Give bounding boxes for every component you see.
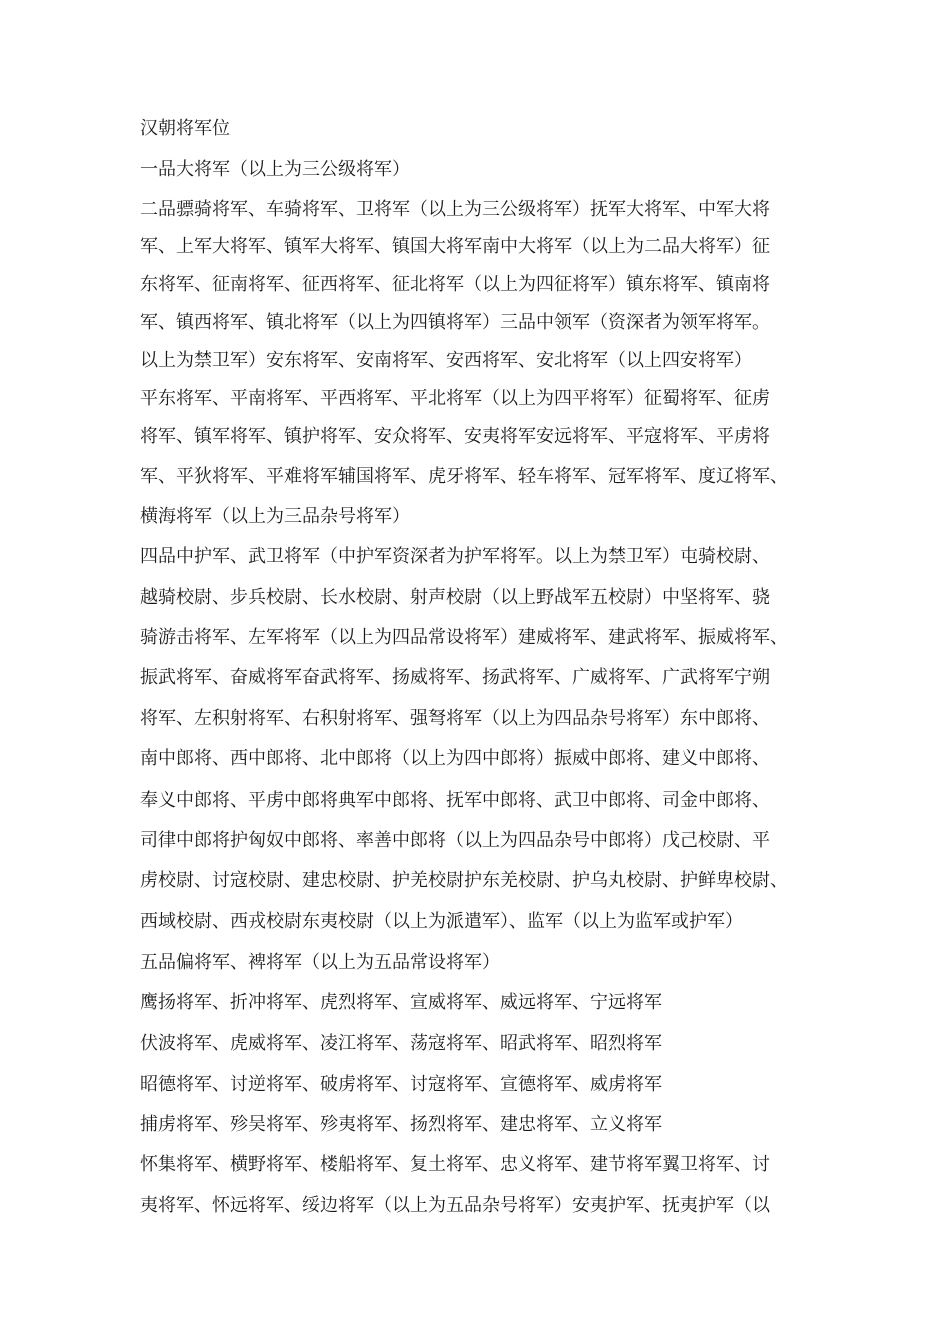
text-line: 振武将军、奋威将军奋武将军、扬威将军、扬武将军、广威将军、广武将军宁朔	[140, 667, 770, 688]
text-line: 以上为禁卫军）安东将军、安南将军、安西将军、安北将军（以上四安将军）	[140, 350, 752, 371]
text-line: 东将军、征南将军、征西将军、征北将军（以上为四征将军）镇东将军、镇南将	[140, 274, 770, 295]
text-line: 越骑校尉、步兵校尉、长水校尉、射声校尉（以上野战军五校尉）中坚将军、骁	[140, 587, 770, 608]
text-line: 军、镇西将军、镇北将军（以上为四镇将军）三品中领军（资深者为领军将军。	[140, 312, 770, 333]
text-line: 南中郎将、西中郎将、北中郎将（以上为四中郎将）振威中郎将、建义中郎将、	[140, 748, 770, 769]
document-title: 汉朝将军位	[140, 118, 230, 139]
text-line: 将军、左积射将军、右积射将军、强弩将军（以上为四品杂号将军）东中郎将、	[140, 708, 770, 729]
text-line: 将军、镇军将军、镇护将军、安众将军、安夷将军安远将军、平寇将军、平虏将	[140, 426, 770, 447]
text-line: 平东将军、平南将军、平西将军、平北将军（以上为四平将军）征蜀将军、征虏	[140, 388, 770, 409]
text-line: 军、上军大将军、镇军大将军、镇国大将军南中大将军（以上为二品大将军）征	[140, 236, 770, 257]
text-line: 虏校尉、讨寇校尉、建忠校尉、护羌校尉护东羌校尉、护乌丸校尉、护鲜卑校尉、	[140, 870, 788, 891]
text-line: 横海将军（以上为三品杂号将军）	[140, 506, 410, 527]
text-line: 一品大将军（以上为三公级将军）	[140, 159, 410, 180]
text-line: 军、平狄将军、平难将军辅国将军、虎牙将军、轻车将军、冠军将军、度辽将军、	[140, 466, 788, 487]
text-line: 昭德将军、讨逆将军、破虏将军、讨寇将军、宣德将军、威虏将军	[140, 1074, 662, 1095]
text-line: 捕虏将军、殄吴将军、殄夷将军、扬烈将军、建忠将军、立义将军	[140, 1114, 662, 1135]
text-line: 怀集将军、横野将军、楼船将军、复土将军、忠义将军、建节将军翼卫将军、讨	[140, 1154, 770, 1175]
text-line: 西域校尉、西戎校尉东夷校尉（以上为派遣军）、监军（以上为监军或护军）	[140, 911, 743, 932]
text-line: 二品骠骑将军、车骑将军、卫将军（以上为三公级将军）抚军大将军、中军大将	[140, 199, 770, 220]
text-line: 司律中郎将护匈奴中郎将、率善中郎将（以上为四品杂号中郎将）戊己校尉、平	[140, 830, 770, 851]
text-line: 五品偏将军、裨将军（以上为五品常设将军）	[140, 952, 500, 973]
text-line: 夷将军、怀远将军、绥边将军（以上为五品杂号将军）安夷护军、抚夷护军（以	[140, 1195, 770, 1216]
text-line: 伏波将军、虎威将军、凌江将军、荡寇将军、昭武将军、昭烈将军	[140, 1033, 662, 1054]
text-line: 鹰扬将军、折冲将军、虎烈将军、宣威将军、威远将军、宁远将军	[140, 992, 662, 1013]
text-line: 奉义中郎将、平虏中郎将典军中郎将、抚军中郎将、武卫中郎将、司金中郎将、	[140, 790, 770, 811]
text-line: 骑游击将军、左军将军（以上为四品常设将军）建威将军、建武将军、振威将军、	[140, 627, 788, 648]
text-line: 四品中护军、武卫将军（中护军资深者为护军将军。以上为禁卫军）屯骑校尉、	[140, 546, 770, 567]
